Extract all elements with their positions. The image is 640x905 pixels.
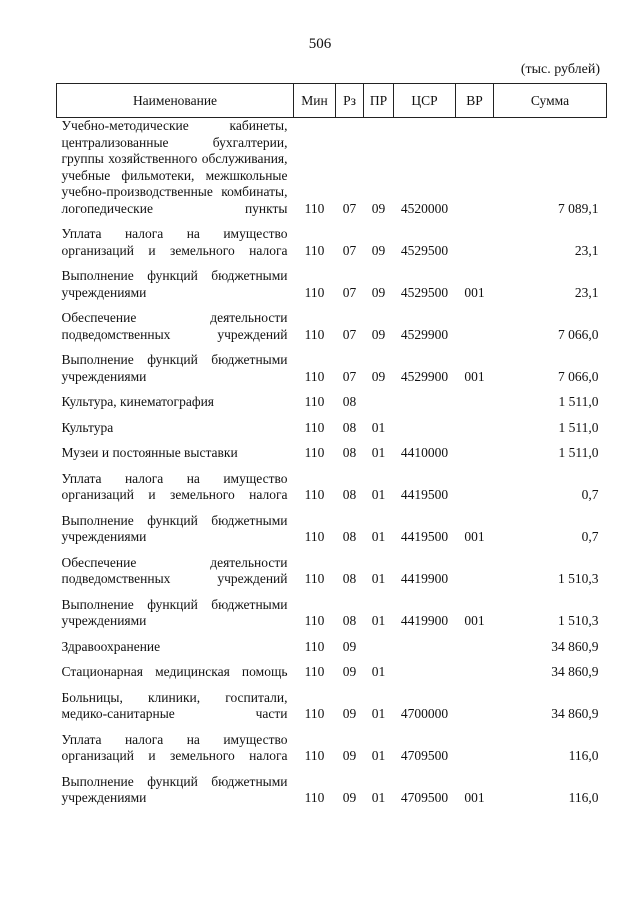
cell-rz: 07 (342, 242, 357, 258)
cell-name: Музеи и постоянные выставки (61, 445, 238, 460)
cell-min: 110 (304, 284, 325, 300)
cell-min: 110 (304, 487, 325, 502)
cell-vr (456, 555, 494, 597)
cell-name: Уплата налога на имущество организаций и земельного налога (61, 226, 288, 258)
cell-name: Уплата налога на имущество организаций и земельного налога (61, 731, 288, 763)
cell-rz: 07 (342, 284, 357, 300)
cell-rz: 07 (342, 200, 357, 216)
table-row (57, 226, 607, 268)
cell-csr: 4529900 (400, 368, 449, 384)
cell-min: 110 (304, 790, 325, 805)
cell-rz: 07 (342, 368, 357, 384)
cell-name: Выполнение функций бюджетными учреждениями (61, 268, 288, 300)
cell-pr: 09 (371, 242, 386, 258)
cell-vr (456, 732, 494, 774)
cell-csr: 4419500 (400, 529, 449, 544)
cell-pr: 01 (371, 613, 386, 628)
cell-sum: 0,7 (581, 487, 599, 502)
cell-csr: 4529900 (400, 326, 449, 342)
cell-csr (394, 639, 456, 665)
cell-sum: 116,0 (568, 748, 599, 763)
cell-name: Выполнение функций бюджетными учреждениями (61, 596, 288, 628)
cell-min: 110 (304, 706, 325, 721)
cell-csr (394, 394, 456, 420)
cell-vr (456, 394, 494, 420)
header-sum: Сумма (494, 84, 607, 118)
cell-min: 110 (304, 529, 325, 544)
cell-rz: 08 (342, 394, 357, 409)
cell-name: Выполнение функций бюджетными учреждениями (61, 352, 288, 384)
cell-csr: 4529500 (400, 242, 449, 258)
cell-min: 110 (304, 613, 325, 628)
cell-vr: 001 (464, 613, 485, 628)
table-row (57, 732, 607, 774)
cell-vr (456, 445, 494, 471)
cell-csr: 4709500 (400, 748, 449, 763)
cell-name: Обеспечение деятельности подведомственных учреждений (61, 310, 288, 342)
cell-rz: 08 (342, 487, 357, 502)
cell-vr: 001 (464, 284, 485, 300)
cell-sum: 23,1 (574, 242, 599, 258)
table-row (57, 513, 607, 555)
table-row (57, 310, 607, 352)
cell-csr: 4419500 (400, 487, 449, 502)
cell-vr: 001 (464, 790, 485, 805)
cell-rz: 08 (342, 571, 357, 586)
cell-rz: 08 (342, 613, 357, 628)
cell-vr (456, 118, 494, 227)
cell-name: Уплата налога на имущество организаций и земельного налога (61, 470, 288, 502)
cell-rz: 09 (342, 638, 357, 654)
table-row (57, 639, 607, 665)
cell-csr: 4410000 (400, 445, 449, 460)
cell-min: 110 (304, 200, 325, 216)
table-row (57, 555, 607, 597)
cell-name: Стационарная медицинская помощь (61, 664, 288, 679)
cell-sum: 7 066,0 (558, 368, 599, 384)
cell-sum: 116,0 (568, 790, 599, 805)
budget-table (56, 83, 607, 816)
units-label: (тыс. рублей) (520, 62, 600, 77)
cell-rz: 08 (342, 419, 357, 435)
cell-pr: 01 (371, 445, 386, 460)
cell-pr: 01 (371, 529, 386, 544)
cell-csr (394, 664, 456, 690)
table-row (57, 394, 607, 420)
table-header-row (57, 84, 607, 118)
cell-csr: 4700000 (400, 706, 449, 721)
cell-min: 110 (304, 242, 325, 258)
cell-min: 110 (304, 638, 325, 654)
cell-csr: 4419900 (400, 571, 449, 586)
cell-name: Здравоохранение (61, 638, 161, 654)
cell-name: Учебно-методические кабинеты, централизованные бухгалтерии, группы хозяйственного обслуживания, учебные фильмотеки, межшкольные учебно-производственные комбинаты, логопедические пункты (61, 118, 288, 216)
cell-rz: 09 (342, 748, 357, 763)
cell-name: Больницы, клиники, госпитали, медико-санитарные части (61, 689, 288, 721)
table-row (57, 352, 607, 394)
cell-pr: 01 (371, 419, 386, 435)
cell-rz: 09 (342, 664, 357, 679)
cell-rz: 09 (342, 790, 357, 805)
cell-vr (456, 310, 494, 352)
table-body (57, 118, 607, 816)
table-row (57, 597, 607, 639)
table-row (57, 690, 607, 732)
cell-name: Культура, кинематография (61, 394, 215, 409)
table-row (57, 774, 607, 816)
cell-csr: 4529500 (400, 284, 449, 300)
cell-rz: 08 (342, 445, 357, 460)
cell-sum: 7 066,0 (558, 326, 599, 342)
cell-name: Обеспечение деятельности подведомственных учреждений (61, 554, 288, 586)
cell-vr (456, 690, 494, 732)
table-row (57, 268, 607, 310)
cell-pr: 01 (371, 487, 386, 502)
cell-min: 110 (304, 571, 325, 586)
cell-min: 110 (304, 664, 325, 679)
table-row (57, 420, 607, 446)
table-row (57, 445, 607, 471)
cell-sum: 1 511,0 (558, 394, 599, 409)
cell-min: 110 (304, 445, 325, 460)
cell-pr: 01 (371, 571, 386, 586)
cell-rz: 08 (342, 529, 357, 544)
cell-pr: 09 (371, 326, 386, 342)
cell-pr: 01 (371, 664, 386, 679)
cell-min: 110 (304, 368, 325, 384)
cell-vr (456, 420, 494, 446)
table-row (57, 118, 607, 227)
cell-pr: 09 (371, 368, 386, 384)
cell-csr: 4709500 (400, 790, 449, 805)
cell-pr: 09 (371, 200, 386, 216)
page-number: 506 (308, 36, 332, 52)
table-row (57, 471, 607, 513)
cell-name: Культура (61, 419, 114, 435)
cell-csr: 4419900 (400, 613, 449, 628)
header-rz: Рз (336, 84, 364, 118)
cell-name: Выполнение функций бюджетными учреждениями (61, 512, 288, 544)
cell-vr (456, 471, 494, 513)
cell-min: 110 (304, 326, 325, 342)
cell-sum: 34 860,9 (551, 706, 599, 721)
cell-sum: 7 089,1 (558, 200, 599, 216)
header-csr: ЦСР (394, 84, 456, 118)
cell-sum: 34 860,9 (551, 664, 599, 679)
cell-csr (394, 420, 456, 446)
cell-csr: 4520000 (400, 200, 449, 216)
cell-pr: 09 (371, 284, 386, 300)
cell-pr (364, 639, 394, 665)
cell-vr (456, 639, 494, 665)
cell-sum: 34 860,9 (551, 638, 599, 654)
cell-vr (456, 226, 494, 268)
cell-name: Выполнение функций бюджетными учреждениями (61, 773, 288, 805)
cell-pr: 01 (371, 706, 386, 721)
cell-pr: 01 (371, 748, 386, 763)
cell-min: 110 (304, 419, 325, 435)
header-name: Наименование (57, 84, 294, 118)
cell-sum: 0,7 (581, 529, 599, 544)
cell-rz: 09 (342, 706, 357, 721)
header-min: Мин (294, 84, 336, 118)
cell-pr (364, 394, 394, 420)
cell-vr: 001 (464, 529, 485, 544)
table-row (57, 664, 607, 690)
cell-min: 110 (304, 748, 325, 763)
cell-sum: 1 510,3 (558, 571, 599, 586)
cell-vr (456, 664, 494, 690)
cell-sum: 1 511,0 (558, 445, 599, 460)
cell-rz: 07 (342, 326, 357, 342)
cell-pr: 01 (371, 790, 386, 805)
cell-sum: 23,1 (574, 284, 599, 300)
header-vr: ВР (456, 84, 494, 118)
cell-sum: 1 510,3 (558, 613, 599, 628)
header-pr: ПР (364, 84, 394, 118)
cell-vr: 001 (464, 368, 485, 384)
cell-min: 110 (304, 394, 325, 409)
cell-sum: 1 511,0 (558, 419, 599, 435)
